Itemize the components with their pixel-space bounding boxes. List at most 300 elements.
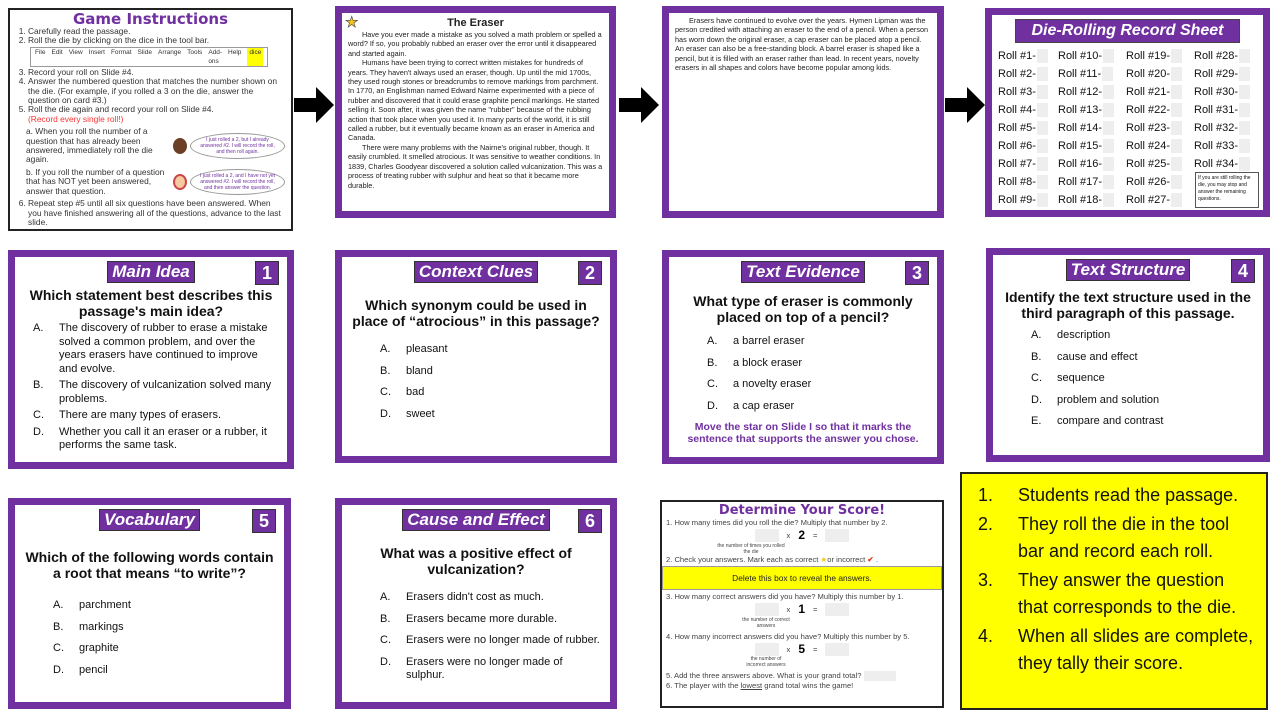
roll-entry xyxy=(1194,137,1257,155)
roll-entry xyxy=(1194,101,1257,119)
slide-determine-score[interactable] xyxy=(660,500,944,708)
roll-entry xyxy=(1126,137,1192,155)
roll-label: Roll #33- xyxy=(1194,140,1239,152)
option-text: cause and effect xyxy=(1057,350,1138,363)
roll-entry xyxy=(1126,47,1192,65)
card-number: 1 xyxy=(255,261,279,285)
score-q2: 2. Check your answers. Mark each as correct ★or incorrect ✔ . xyxy=(666,554,879,564)
card-category: Main Idea xyxy=(107,261,194,283)
roll-input[interactable] xyxy=(1239,121,1250,135)
roll-input[interactable] xyxy=(1103,49,1114,63)
answer-option[interactable] xyxy=(380,343,602,357)
roll-input[interactable] xyxy=(1171,49,1182,63)
roll-label: Roll #11- xyxy=(1058,68,1102,80)
option-text: a block eraser xyxy=(733,356,803,369)
result-input[interactable] xyxy=(825,643,849,656)
sub-step-b-row xyxy=(16,168,285,196)
roll-input[interactable] xyxy=(1171,103,1182,117)
option-letter: B. xyxy=(1031,350,1042,363)
roll-label: Roll #34- xyxy=(1194,158,1239,170)
card-category: Cause and Effect xyxy=(402,509,550,531)
roll-input[interactable] xyxy=(1239,49,1250,63)
roll-entry xyxy=(1194,65,1257,83)
roll-label: Roll #2- xyxy=(998,68,1036,80)
roll-label: Roll #32- xyxy=(1194,122,1239,134)
roll-label: Roll #3- xyxy=(998,86,1036,98)
roll-entry xyxy=(1058,101,1124,119)
roll-input[interactable] xyxy=(1037,103,1048,117)
roll-entry xyxy=(998,83,1056,101)
option-letter: B. xyxy=(380,612,391,625)
record-sheet-title: Die-Rolling Record Sheet xyxy=(1015,19,1240,43)
answer-option[interactable] xyxy=(33,322,279,376)
card-question: Which synonym could be used in place of “atrocious” in this passage? xyxy=(352,297,600,329)
option-text: description xyxy=(1057,329,1111,341)
answer-option[interactable] xyxy=(33,426,279,453)
roll-label: Roll #16- xyxy=(1058,158,1103,170)
roll-label: Roll #1- xyxy=(998,50,1036,62)
menu-item-tools[interactable]: Tools xyxy=(187,48,203,56)
option-text: The discovery of rubber to erase a mistake solved a common problem, and over the years erasers have continued to improve and evolve. xyxy=(59,322,268,375)
option-text: Erasers didn't cost as much. xyxy=(406,591,544,603)
roll-input[interactable] xyxy=(1037,139,1048,153)
option-text: pleasant xyxy=(406,343,448,355)
card-header xyxy=(1001,259,1255,283)
stop-note: If you are still rolling the die, you may stop and answer the remaining questions. xyxy=(1195,172,1259,208)
caption: the number of incorrect answers xyxy=(746,656,786,669)
roll-input[interactable] xyxy=(1239,103,1250,117)
roll-label: Roll #10- xyxy=(1058,50,1103,62)
card-instruction: Move the star on Slide I so that it marks the sentence that supports the answer you chose. xyxy=(687,421,919,445)
summary-item xyxy=(970,567,1258,621)
roll-label: Roll #13- xyxy=(1058,104,1103,116)
roll-label: Roll #30- xyxy=(1194,86,1239,98)
score-q3: 3. How many correct answers did you have? Multiply this number by 1. xyxy=(666,592,904,602)
option-text: a novelty eraser xyxy=(733,378,812,390)
roll-entry xyxy=(998,47,1056,65)
option-letter: B. xyxy=(707,356,718,369)
card-category: Text Evidence xyxy=(741,261,865,283)
sub-step-b: b. If you roll the number of a question that has NOT yet been answered, answer that question. xyxy=(26,166,165,196)
option-letter: B. xyxy=(53,620,64,633)
card-header xyxy=(677,261,929,285)
summary-box xyxy=(960,472,1268,710)
card-question: Which statement best describes this passage's main idea? xyxy=(29,287,273,319)
option-text: a barrel eraser xyxy=(733,335,805,347)
summary-text: They roll the die in the tool bar and record each roll. xyxy=(1018,514,1230,561)
option-text: graphite xyxy=(79,642,119,654)
roll-entry xyxy=(1126,191,1192,209)
roll-input[interactable] xyxy=(1171,121,1182,135)
arrow-right-icon xyxy=(294,85,334,125)
roll-input[interactable] xyxy=(1037,193,1048,207)
answer-option[interactable] xyxy=(380,408,602,422)
menu-item-file[interactable]: File xyxy=(35,48,46,56)
q6-text: 6. The player with the xyxy=(666,681,741,691)
grand-total-input[interactable] xyxy=(864,671,896,681)
roll-label: Roll #21- xyxy=(1126,86,1171,98)
summary-item xyxy=(970,511,1258,565)
menu-item-insert[interactable]: Insert xyxy=(88,48,105,56)
arrow-right-icon xyxy=(945,85,985,125)
roll-input[interactable] xyxy=(1171,85,1182,99)
answer-option[interactable] xyxy=(1031,415,1255,429)
roll-entry xyxy=(1126,83,1192,101)
question-card-3[interactable] xyxy=(662,250,944,464)
answer-option[interactable] xyxy=(1031,351,1255,365)
option-text: bland xyxy=(406,364,433,377)
roll-input[interactable] xyxy=(1103,193,1114,207)
result-input[interactable] xyxy=(825,529,849,542)
arrow-right-icon xyxy=(619,85,659,125)
q2-text-b: or incorrect xyxy=(827,554,866,564)
card-category: Vocabulary xyxy=(99,509,200,531)
times-sign: x xyxy=(786,530,791,540)
answer-options xyxy=(23,599,276,677)
roll-label: Roll #28- xyxy=(1194,50,1239,62)
slide-passage[interactable] xyxy=(335,6,616,218)
option-letter: D. xyxy=(1031,393,1042,406)
thought-bubble-1: I just rolled a 2, but I already answered #2. I will record the roll, and then roll again. xyxy=(190,133,285,159)
roll-entry xyxy=(1058,119,1124,137)
roll-entry xyxy=(1126,101,1192,119)
roll-label: Roll #27- xyxy=(1126,194,1171,206)
equals-sign: = xyxy=(813,604,818,614)
option-letter: A. xyxy=(380,591,391,603)
roll-input[interactable] xyxy=(1037,121,1048,135)
option-text: parchment xyxy=(79,599,131,611)
card-number: 5 xyxy=(252,509,276,533)
question-card-6[interactable] xyxy=(335,498,617,709)
option-letter: C. xyxy=(1031,372,1042,384)
roll-entry xyxy=(998,155,1056,173)
summary-item xyxy=(970,623,1258,677)
equals-sign: = xyxy=(813,644,818,654)
roll-entry xyxy=(1194,119,1257,137)
step-1: 1. Carefully read the passage. xyxy=(28,27,285,36)
roll-input[interactable] xyxy=(1037,49,1048,63)
multiplier: 5 xyxy=(798,641,806,656)
answer-option[interactable] xyxy=(1031,394,1255,408)
question-card-4[interactable] xyxy=(986,248,1270,462)
roll-input[interactable] xyxy=(1239,139,1250,153)
option-letter: D. xyxy=(53,663,64,676)
option-letter: A. xyxy=(53,599,64,611)
result-input[interactable] xyxy=(825,603,849,616)
roll-entry xyxy=(1058,83,1124,101)
roll-input[interactable] xyxy=(1239,157,1250,171)
summary-text: They answer the question that corresponds to the die. xyxy=(1018,570,1237,617)
roll-entry xyxy=(998,173,1056,191)
roll-entry xyxy=(1194,155,1257,173)
summary-number: 1. xyxy=(978,485,994,505)
option-letter: B. xyxy=(380,364,391,377)
option-text: bad xyxy=(406,386,425,398)
summary-number: 3. xyxy=(978,570,994,590)
roll-label: Roll #20- xyxy=(1126,68,1171,80)
caption: the number of times you rolled the die xyxy=(717,542,785,555)
answer-options xyxy=(350,343,602,421)
instructions-title: Game Instructions xyxy=(72,10,228,28)
card-header xyxy=(23,261,279,285)
roll-entry xyxy=(1058,155,1124,173)
card-header xyxy=(23,509,276,533)
option-letter: C. xyxy=(53,642,64,654)
roll-entry xyxy=(1058,173,1124,191)
paragraph-1: Have you ever made a mistake as you solved a math problem or spelled a word? If so, you probably rubbed an eraser over the error until it disappeared and started again. xyxy=(348,30,602,58)
summary-item xyxy=(970,482,1258,509)
answer-option[interactable] xyxy=(380,591,602,605)
card-header xyxy=(350,261,602,285)
menu-item-dice[interactable]: dice xyxy=(247,48,263,66)
answer-option[interactable] xyxy=(53,664,276,678)
roll-label: Roll #25- xyxy=(1126,158,1171,170)
answer-option[interactable] xyxy=(380,613,602,627)
option-text: problem and solution xyxy=(1057,393,1160,406)
step-2: 2. Roll the die by clicking on the dice in the tool bar. xyxy=(28,36,285,45)
roll-label: Roll #26- xyxy=(1126,176,1171,188)
roll-label: Roll #22- xyxy=(1126,104,1171,116)
sub-step-a: a. When you roll the number of a question that has already been answered, immediately roll the die again. xyxy=(26,126,153,165)
times-sign: x xyxy=(786,644,791,654)
roll-entry xyxy=(1058,47,1124,65)
roll-label: Roll #18- xyxy=(1058,194,1103,206)
roll-entry xyxy=(998,119,1056,137)
menu-item-help[interactable]: Help xyxy=(228,48,242,56)
record-note: (Record every single roll!) xyxy=(28,113,124,124)
roll-label: Roll #23- xyxy=(1126,122,1171,134)
summary-number: 4. xyxy=(978,626,994,646)
multiplier: 1 xyxy=(798,601,806,616)
answer-options xyxy=(350,591,602,683)
menu-item-arrange[interactable]: Arrange xyxy=(158,48,182,56)
roll-entry xyxy=(998,101,1056,119)
slide-game-instructions[interactable] xyxy=(8,8,293,231)
option-letter: C. xyxy=(380,634,391,646)
roll-input[interactable] xyxy=(1037,67,1048,81)
question-card-5[interactable] xyxy=(8,498,291,709)
roll-label: Roll #6- xyxy=(998,140,1036,152)
roll-label: Roll #29- xyxy=(1194,68,1239,80)
roll-input[interactable] xyxy=(1239,85,1250,99)
roll-input[interactable] xyxy=(1171,193,1182,207)
roll-entry xyxy=(1126,119,1192,137)
roll-input[interactable] xyxy=(1103,85,1114,99)
answer-option[interactable] xyxy=(380,656,602,683)
roll-label: Roll #15- xyxy=(1058,140,1103,152)
roll-input[interactable] xyxy=(1103,175,1114,189)
equation-3 xyxy=(666,603,938,617)
roll-label: Roll #9- xyxy=(998,194,1036,206)
roll-input[interactable] xyxy=(1103,139,1114,153)
answer-option[interactable] xyxy=(707,335,929,349)
answer-options xyxy=(23,322,279,453)
option-text: compare and contrast xyxy=(1057,415,1164,427)
roll-entry xyxy=(1058,191,1124,209)
option-letter: E. xyxy=(1031,415,1042,427)
equation-4 xyxy=(666,642,938,656)
step-4: 4. Answer the numbered question that matches the number shown on the die. (For example, if you rolled a 3 on the die, answer the question on card #3.) xyxy=(28,77,285,105)
option-letter: A. xyxy=(33,322,44,334)
option-letter: D. xyxy=(380,407,391,420)
card-category: Text Structure xyxy=(1066,259,1191,281)
paragraph-4: Erasers have continued to evolve over the years. Hymen Lipman was the person credited with attaching an eraser to the end of a pencil. When a person has worn down the original eraser, a cap eraser can be placed atop a pencil. An eraser can also be a free-standing block. A barrel eraser is shaped like a pencil, but it is filled with an eraser rather than lead. In recent years, novelty erasers in all shapes and colors have become popular among kids. xyxy=(675,16,929,73)
star-icon[interactable]: ★ xyxy=(345,14,359,31)
answer-option[interactable] xyxy=(380,634,602,648)
answer-option[interactable] xyxy=(380,365,602,379)
option-text: markings xyxy=(79,620,124,633)
card-number: 6 xyxy=(578,509,602,533)
reveal-answers-box[interactable]: Delete this box to reveal the answers. xyxy=(662,566,942,590)
answer-option[interactable] xyxy=(33,379,279,406)
incorrect-input[interactable] xyxy=(755,643,779,656)
boy-illustration xyxy=(173,138,187,154)
answer-options xyxy=(677,335,929,413)
roll-input[interactable] xyxy=(1171,157,1182,171)
option-text: sequence xyxy=(1057,372,1105,384)
card-number: 3 xyxy=(905,261,929,285)
slide-record-sheet[interactable] xyxy=(985,8,1270,217)
roll-label: Roll #31- xyxy=(1194,104,1239,116)
q2-text: 2. Check your answers. Mark each as correct xyxy=(666,554,819,564)
score-q5 xyxy=(666,671,938,681)
option-text: There are many types of erasers. xyxy=(59,409,222,421)
step-5 xyxy=(28,105,285,124)
roll-input[interactable] xyxy=(1239,67,1250,81)
option-letter: D. xyxy=(33,425,44,438)
roll-entry xyxy=(1126,65,1192,83)
card-question: Identify the text structure used in the third paragraph of this passage. xyxy=(1005,289,1251,321)
roll-input[interactable] xyxy=(1103,157,1114,171)
answer-option[interactable] xyxy=(707,400,929,414)
roll-input[interactable] xyxy=(1171,175,1182,189)
roll-label: Roll #4- xyxy=(998,104,1036,116)
option-letter: D. xyxy=(707,399,718,412)
caption: the number of correct answers xyxy=(742,616,790,629)
roll-label: Roll #8- xyxy=(998,176,1036,188)
option-letter: D. xyxy=(380,655,391,668)
roll-label: Roll #19- xyxy=(1126,50,1171,62)
roll-entry xyxy=(1058,65,1124,83)
answer-option[interactable] xyxy=(53,599,276,613)
option-text: Erasers were no longer made of rubber. xyxy=(406,634,600,646)
answer-option[interactable] xyxy=(33,409,279,423)
roll-entry xyxy=(998,65,1056,83)
equation-1 xyxy=(666,529,938,543)
roll-label: Roll #17- xyxy=(1058,176,1103,188)
toolbar-menu xyxy=(30,47,268,67)
roll-label: Roll #7- xyxy=(998,158,1036,170)
card-header xyxy=(350,509,602,533)
step-6: 6. Repeat step #5 until all six questions have been answered. When you have finished answering all of the questions, advance to the last slide. xyxy=(28,199,285,227)
roll-entry xyxy=(1058,137,1124,155)
roll-input[interactable] xyxy=(1103,103,1114,117)
roll-input[interactable] xyxy=(1171,67,1182,81)
card-question: What type of eraser is commonly placed on top of a pencil? xyxy=(693,293,913,325)
roll-input[interactable] xyxy=(1037,157,1048,171)
answer-option[interactable] xyxy=(1031,329,1255,343)
roll-input[interactable] xyxy=(1037,175,1048,189)
q5-text: 5. Add the three answers above. What is your grand total? xyxy=(666,671,862,681)
roll-label: Roll #5- xyxy=(998,122,1036,134)
roll-label: Roll #12- xyxy=(1058,86,1103,98)
answer-option[interactable] xyxy=(1031,372,1255,386)
correct-input[interactable] xyxy=(755,603,779,616)
roll-label: Roll #14- xyxy=(1058,122,1103,134)
score-q4: 4. How many incorrect answers did you have? Multiply this number by 5. xyxy=(666,631,910,641)
option-text: Whether you call it an eraser or a rubber, it performs the same task. xyxy=(59,425,267,451)
option-letter: C. xyxy=(707,378,718,390)
score-q6 xyxy=(666,681,938,691)
thought-bubble-2: I just rolled a 2, and I have not yet answered #2. I will record the roll, and then answer the question. xyxy=(190,169,285,195)
menu-item-slide[interactable]: Slide xyxy=(137,48,152,56)
roll-entry xyxy=(998,191,1056,209)
step-3: 3. Record your roll on Slide #4. xyxy=(28,68,285,77)
menu-item-format[interactable]: Format xyxy=(110,48,132,56)
card-question: Which of the following words contain a root that means “to write”? xyxy=(25,549,274,581)
answer-option[interactable] xyxy=(53,621,276,635)
roll-input[interactable] xyxy=(1102,67,1113,81)
roll-input[interactable] xyxy=(1103,121,1114,135)
step-5-text: Roll the die again and record your roll on Slide #4. xyxy=(28,104,214,115)
equals-sign: = xyxy=(813,530,818,540)
roll-entry xyxy=(1194,47,1257,65)
answer-option[interactable] xyxy=(53,642,276,656)
menu-item-add-ons[interactable]: Add-ons xyxy=(208,48,223,65)
card-number: 2 xyxy=(578,261,602,285)
paragraph-2: Humans have been trying to correct written mistakes for hundreds of years. They haven't always used an eraser, though. Up until the mid 1700s, they used rough stones or breadcrumbs to remove markings from parchment. In 1770, an Englishman named Edward Nairne experimented with a piece of rubber and discovered that it could erase graphite pencil markings. He started selling it. Soon after, it was given the name "rubber" because of the rubbing action that took place when you used it. In many parts of the world, it is still called a rubber, but it eventually became known as an eraser in America and Canada. xyxy=(348,58,600,143)
summary-text: Students read the passage. xyxy=(1018,485,1239,505)
answer-option[interactable] xyxy=(707,378,929,392)
menu-item-edit[interactable]: Edit xyxy=(51,48,63,56)
answer-option[interactable] xyxy=(380,386,602,400)
option-letter: A. xyxy=(707,335,718,347)
score-q1: 1. How many times did you roll the die? Multiply that number by 2. xyxy=(666,518,888,527)
answer-option[interactable] xyxy=(707,357,929,371)
roll-entry xyxy=(1126,155,1192,173)
roll-input[interactable] xyxy=(1037,85,1048,99)
option-text: Erasers became more durable. xyxy=(406,612,558,625)
question-card-2[interactable] xyxy=(335,250,617,463)
option-letter: A. xyxy=(1031,329,1042,341)
rolls-input[interactable] xyxy=(755,529,779,542)
option-letter: C. xyxy=(33,409,44,421)
slide-passage-continued[interactable] xyxy=(662,6,944,218)
check-mark-icon: ✔ xyxy=(867,554,874,564)
option-text: pencil xyxy=(79,663,108,676)
q6-text-end: grand total wins the game! xyxy=(762,681,854,691)
question-card-1[interactable] xyxy=(8,250,294,469)
roll-entry xyxy=(1126,173,1192,191)
sub-step-a-row xyxy=(16,127,285,165)
option-text: The discovery of vulcanization solved many problems. xyxy=(59,379,272,405)
multiplier: 2 xyxy=(798,527,806,542)
score-title: Determine Your Score! xyxy=(718,503,886,518)
q6-emphasis: lowest xyxy=(740,681,763,691)
paragraph-3: There were many problems with the Nairne's original rubber, though. It easily crumbled. It smelled atrocious. It was sensitive to weather conditions. In 1839, Charles Goodyear discovered a solution called vulcanization. This was a process of treating rubber with sulphur and heat so that it became more durable. xyxy=(348,142,603,190)
option-text: Erasers were no longer made of sulphur. xyxy=(406,655,563,681)
roll-entry xyxy=(1194,83,1257,101)
option-text: a cap eraser xyxy=(733,399,795,412)
menu-item-view[interactable]: View xyxy=(68,48,83,56)
option-letter: B. xyxy=(33,379,44,391)
option-letter: C. xyxy=(380,386,391,398)
card-category: Context Clues xyxy=(414,261,538,283)
roll-input[interactable] xyxy=(1171,139,1182,153)
times-sign: x xyxy=(786,604,791,614)
roll-entry xyxy=(998,137,1056,155)
passage-title: The Eraser xyxy=(447,17,504,29)
